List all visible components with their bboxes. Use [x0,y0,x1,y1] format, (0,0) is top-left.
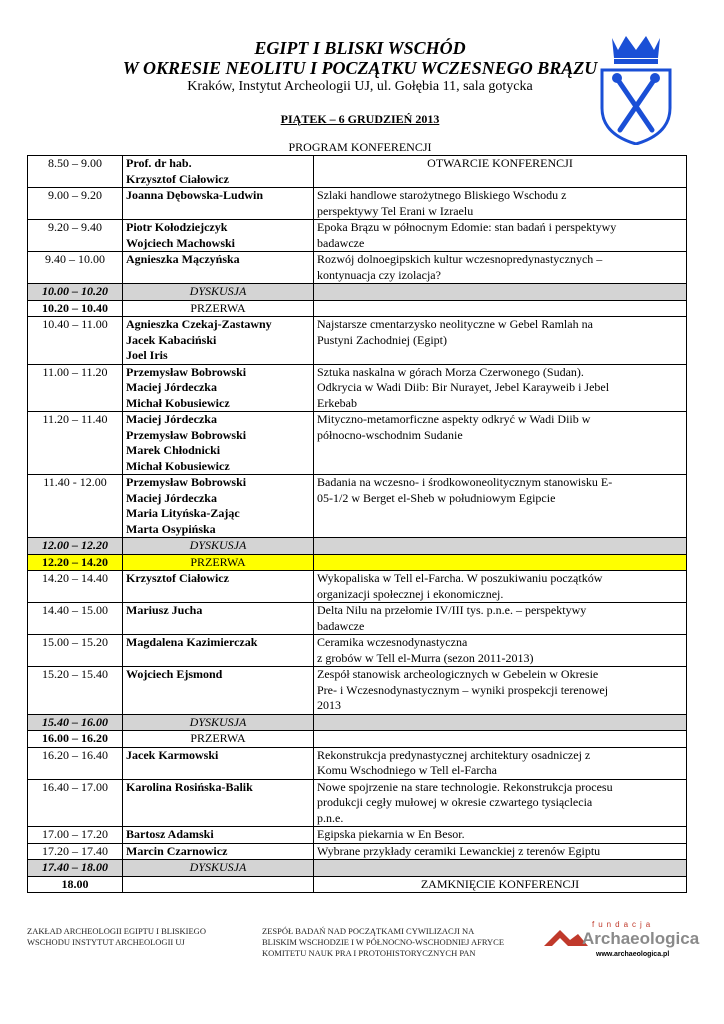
session-time: 9.00 – 9.20 [28,188,123,220]
topic-line: Sztuka naskalna w górach Morza Czerwonego (Sudan). [317,364,584,379]
session-speakers [123,188,314,220]
conference-location: Kraków, Instytut Archeologii UJ, ul. Gołębia 11, sala gotycka [187,79,533,94]
schedule-row [28,876,687,893]
footer-left [27,926,237,948]
session-time: 16.00 – 16.20 [28,731,123,748]
topic-line: z grobów w Tell el-Murra (sezon 2011-2013) [317,650,534,665]
speaker-name: Marek Chłodnicki [126,443,221,457]
speaker-name: Przemysław Bobrowski [126,364,247,379]
conference-date: PIĄTEK – 6 GRUDZIEŃ 2013 [280,112,440,126]
session-time: 11.20 – 11.40 [28,412,123,475]
session-time: 15.00 – 15.20 [28,635,123,667]
topic-line: organizacji społecznej i ekonomicznej. [317,586,504,601]
session-topic [314,188,687,220]
schedule-row [28,220,687,252]
schedule-row [28,156,687,188]
footer-left-line: ZAKŁAD ARCHEOLOGII EGIPTU I BLISKIEGO [27,926,206,936]
schedule-row [28,364,687,412]
session-time: 14.40 – 15.00 [28,603,123,635]
session-topic [314,667,687,715]
session-time: 9.40 – 10.00 [28,252,123,284]
session-speakers [123,876,314,893]
session-topic [314,317,687,365]
schedule-row [28,714,687,731]
speaker-name: Przemysław Bobrowski [126,427,247,442]
topic-line: Odkrycia w Wadi Diib: Bir Nurayet, Jebel Karayweib i Jebel [317,380,610,394]
session-speakers [123,747,314,779]
session-time: 10.00 – 10.20 [28,284,123,301]
topic-line: Egipska piekarnia w En Besor. [317,827,465,841]
footer-middle-line: BLISKIM WSCHODZIE I W PÓŁNOCNO-WSCHODNIEJ AFRYCE [262,937,505,947]
session-topic [314,876,687,893]
topic-line: Rekonstrukcja predynastycznej architektury osadniczej z [317,747,591,762]
logo-foundation-label: fundacja [592,920,655,929]
schedule-table [27,155,687,893]
schedule-row [28,603,687,635]
session-time: 16.20 – 16.40 [28,747,123,779]
session-topic [314,475,687,538]
session-topic [314,843,687,860]
session-speakers [123,364,314,412]
speaker-name: Magdalena Kazimierczak [126,635,258,649]
session-time: 18.00 [28,876,123,893]
schedule-row [28,538,687,555]
session-time: 9.20 – 9.40 [28,220,123,252]
topic-line: p.n.e. [317,810,344,825]
topic-line: Zespół stanowisk archeologicznych w Gebelein w Okresie [317,667,599,681]
session-time: 14.20 – 14.40 [28,571,123,603]
session-time: 17.00 – 17.20 [28,827,123,844]
session-speakers: PRZERWA [123,731,314,748]
session-time: 10.20 – 10.40 [28,300,123,317]
topic-line: Komu Wschodniego w Tell el-Farcha [317,763,498,777]
session-topic [314,538,687,555]
schedule-row [28,317,687,365]
session-time: 10.40 – 11.00 [28,317,123,365]
session-speakers [123,220,314,252]
topic-line: Pustyni Zachodniej (Egipt) [317,332,447,347]
speaker-name: Jacek Karmowski [126,747,219,762]
session-speakers: PRZERWA [123,554,314,571]
speaker-name: Karolina Rosińska-Balik [126,779,253,794]
speaker-name: Maciej Jórdeczka [126,412,217,426]
footer-middle [262,926,532,959]
schedule-row [28,827,687,844]
university-crest-icon [598,30,674,145]
session-speakers [123,779,314,827]
schedule-row [28,843,687,860]
topic-line: Delta Nilu na przełomie IV/III tys. p.n.e. – perspektywy [317,603,587,617]
session-speakers [123,252,314,284]
speaker-name: Marta Osypińska [126,521,216,536]
topic-line: Wybrane przykłady ceramiki Lewanckiej z terenów Egiptu [317,843,601,858]
session-time: 11.40 - 12.00 [28,475,123,538]
session-speakers [123,156,314,188]
speaker-name: Prof. dr hab. [126,156,192,170]
topic-line: 05-1/2 w Berget el-Sheb w południowym Egipcie [317,490,556,505]
schedule-row [28,571,687,603]
topic-line: Nowe spojrzenie na stare technologie. Rekonstrukcja procesu [317,779,613,794]
speaker-name: Michał Kobusiewicz [126,458,230,473]
session-topic [314,603,687,635]
session-topic [314,156,687,188]
schedule-row [28,554,687,571]
topic-line: północno-wschodnim Sudanie [317,427,463,442]
topic-line: badawcze [317,235,365,250]
schedule-row [28,188,687,220]
topic-line: Rozwój dolnoegipskich kultur wczesnopredynastycznych – [317,252,603,266]
session-speakers: PRZERWA [123,300,314,317]
session-speakers: DYSKUSJA [123,538,314,555]
session-time: 17.20 – 17.40 [28,843,123,860]
topic-line: Wykopaliska w Tell el-Farcha. W poszukiwaniu początków [317,571,603,585]
footer-middle-line: KOMITETU NAUK PRA I PROTOHISTORYCZNYCH PAN [262,948,476,958]
topic-line: OTWARCIE KONFERENCJI [427,156,573,170]
session-speakers [123,317,314,365]
speaker-name: Wojciech Ejsmond [126,667,223,681]
session-topic [314,731,687,748]
session-topic [314,714,687,731]
topic-line: badawcze [317,618,365,633]
session-topic [314,364,687,412]
speaker-name: Agnieszka Czekaj-Zastawny [126,317,272,331]
session-topic [314,300,687,317]
program-label: PROGRAM KONFERENCJI [288,140,432,154]
session-time: 17.40 – 18.00 [28,860,123,877]
speaker-name: Joel Iris [126,348,168,362]
schedule-row [28,731,687,748]
topic-line: Badania na wczesno- i środkowoneolitycznym stanowisku E- [317,475,613,489]
session-time: 15.40 – 16.00 [28,714,123,731]
topic-line: Ceramika wczesnodynastyczna [317,635,468,649]
session-time: 12.00 – 12.20 [28,538,123,555]
session-topic [314,554,687,571]
session-speakers [123,603,314,635]
session-topic [314,827,687,844]
speaker-name: Mariusz Jucha [126,603,203,617]
topic-line: Mityczno-metamorficzne aspekty odkryć w Wadi Diib w [317,412,591,426]
speaker-name: Piotr Kołodziejczyk [126,220,228,234]
schedule-row [28,747,687,779]
topic-line: Pre- i Wczesnodynastycznym – wyniki prospekcji terenowej [317,682,609,697]
schedule-row [28,284,687,301]
session-topic [314,860,687,877]
speaker-name: Jacek Kabaciński [126,332,217,347]
conference-title-line1: EGIPT I BLISKI WSCHÓD [254,38,466,58]
session-topic [314,571,687,603]
speaker-name: Maciej Jórdeczka [126,490,217,505]
topic-line: kontynuacja czy izolacja? [317,267,441,282]
topic-line: perspektywy Tel Erani w Izraelu [317,203,474,218]
schedule-row [28,635,687,667]
topic-line: produkcji cegły mułowej w okresie czwartego tysiąclecia [317,795,593,809]
session-speakers: DYSKUSJA [123,284,314,301]
session-topic [314,252,687,284]
session-speakers [123,843,314,860]
speaker-name: Maciej Jórdeczka [126,380,217,394]
session-speakers [123,571,314,603]
speaker-name: Michał Kobusiewicz [126,395,230,410]
session-time: 15.20 – 15.40 [28,667,123,715]
footer-left-line: WSCHODU INSTYTUT ARCHEOLOGII UJ [27,937,185,947]
speaker-name: Wojciech Machowski [126,235,235,250]
topic-line: Szlaki handlowe starożytnego Bliskiego Wschodu z [317,188,567,202]
session-speakers [123,475,314,538]
logo-url[interactable]: www.archaeologica.pl [596,951,670,958]
session-time: 16.40 – 17.00 [28,779,123,827]
schedule-row [28,475,687,538]
session-topic [314,635,687,667]
speaker-name: Joanna Dębowska-Ludwin [126,188,264,202]
session-topic [314,412,687,475]
speaker-name: Krzysztof Ciałowicz [126,571,229,585]
session-time: 11.00 – 11.20 [28,364,123,412]
topic-line: ZAMKNIĘCIE KONFERENCJI [420,876,580,891]
logo-name: Archaeologica [582,929,700,948]
footer-middle-line: ZESPÓŁ BADAŃ NAD POCZĄTKAMI CYWILIZACJI NA [262,926,475,936]
session-topic [314,284,687,301]
speaker-name: Przemysław Bobrowski [126,475,247,489]
speaker-name: Marcin Czarnowicz [126,843,228,858]
conference-title-line2: W OKRESIE NEOLITU I POCZĄTKU WCZESNEGO BRĄZU [122,58,598,78]
speaker-name: Bartosz Adamski [126,827,214,841]
session-speakers: DYSKUSJA [123,860,314,877]
session-topic [314,747,687,779]
topic-line: Erkebab [317,395,357,410]
schedule-row [28,667,687,715]
schedule-row [28,252,687,284]
session-speakers [123,412,314,475]
schedule-row [28,779,687,827]
schedule-row [28,860,687,877]
session-topic [314,220,687,252]
topic-line: 2013 [317,698,341,712]
speaker-name: Maria Lityńska-Zając [126,506,240,520]
session-time: 12.20 – 14.20 [28,554,123,571]
schedule-row [28,300,687,317]
topic-line: Najstarsze cmentarzysko neolityczne w Gebel Ramlah na [317,317,593,331]
speaker-name: Agnieszka Mączyńska [126,252,240,266]
session-speakers: DYSKUSJA [123,714,314,731]
speaker-name: Krzysztof Ciałowicz [126,171,229,186]
topic-line: Epoka Brązu w północnym Edomie: stan badań i perspektywy [317,220,617,234]
session-speakers [123,635,314,667]
session-time: 8.50 – 9.00 [28,156,123,188]
schedule-row [28,412,687,475]
session-speakers [123,667,314,715]
session-topic [314,779,687,827]
session-speakers [123,827,314,844]
